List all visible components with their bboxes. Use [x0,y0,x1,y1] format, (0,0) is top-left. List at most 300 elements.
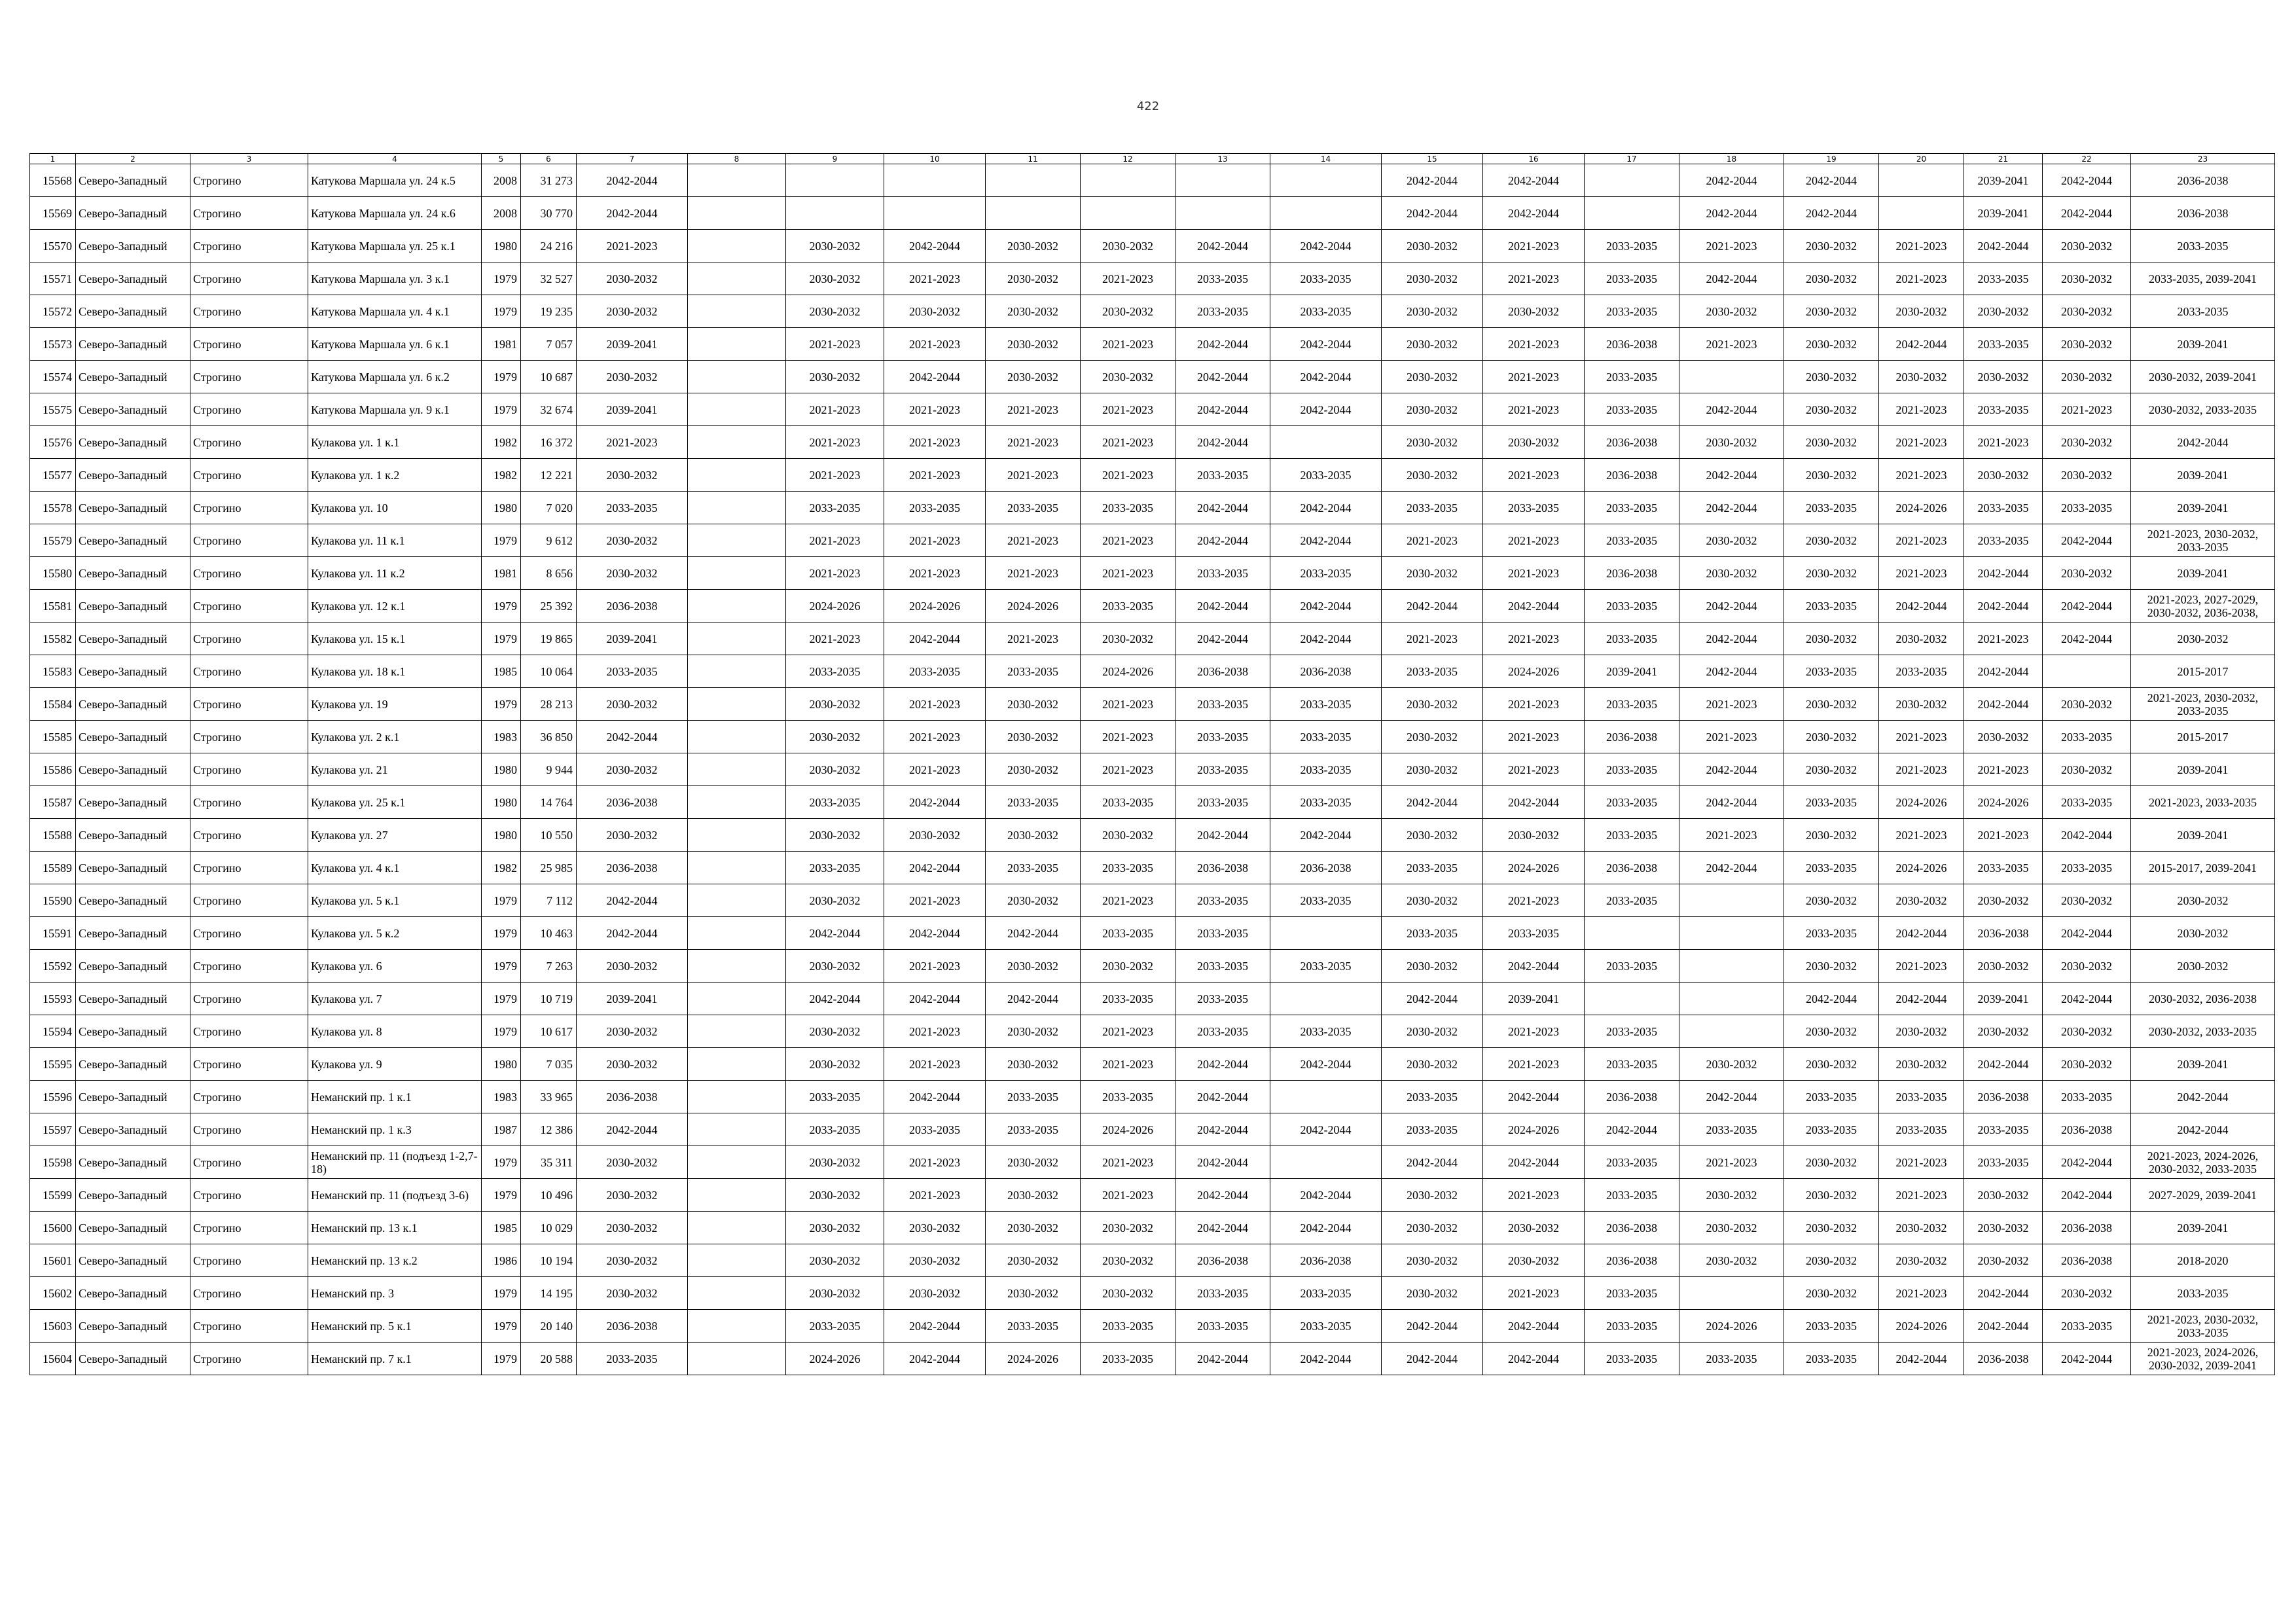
table-cell-col-9: 2030-2032 [786,295,884,328]
table-cell-col-6: 7 020 [521,492,577,524]
table-cell-col-19: 2030-2032 [1784,262,1879,295]
table-cell-col-10: 2042-2044 [884,1343,986,1375]
table-cell-col-23: 2036-2038 [2131,197,2275,230]
table-cell-col-10: 2021-2023 [884,524,986,557]
table-cell-col-17: 2033-2035 [1585,295,1679,328]
table-cell-col-14: 2033-2035 [1270,753,1382,786]
table-cell-col-3: Строгино [190,1310,308,1343]
table-cell-col-11: 2033-2035 [986,1081,1081,1113]
table-cell-col-20: 2024-2026 [1879,852,1964,884]
table-cell-col-21: 2042-2044 [1964,1310,2043,1343]
table-cell-col-4: Катукова Маршала ул. 9 к.1 [308,393,482,426]
table-cell-col-4: Кулакова ул. 12 к.1 [308,590,482,623]
table-cell-col-16: 2042-2044 [1483,1310,1585,1343]
table-cell-col-20: 2021-2023 [1879,1277,1964,1310]
table-cell-col-3: Строгино [190,623,308,655]
table-cell-col-22: 2042-2044 [2043,164,2131,197]
table-cell-col-2: Северо-Западный [76,1048,190,1081]
table-row [30,262,2275,295]
table-cell-col-11: 2021-2023 [986,426,1081,459]
table-cell-col-1: 15602 [30,1277,76,1310]
table-cell-col-9: 2042-2044 [786,983,884,1015]
table-cell-col-10: 2042-2044 [884,786,986,819]
table-cell-col-1: 15584 [30,688,76,721]
table-cell-col-13: 2033-2035 [1175,1277,1270,1310]
table-cell-col-22: 2042-2044 [2043,524,2131,557]
table-cell-col-23: 2021-2023, 2027-2029, 2030-2032, 2036-2038, [2131,590,2275,623]
table-row [30,1015,2275,1048]
table-cell-col-21: 2033-2035 [1964,1113,2043,1146]
table-cell-col-17: 2033-2035 [1585,262,1679,295]
table-cell-col-22: 2030-2032 [2043,361,2131,393]
table-cell-col-12: 2021-2023 [1081,753,1175,786]
table-cell-col-15: 2030-2032 [1382,819,1483,852]
table-cell-col-13: 2042-2044 [1175,1113,1270,1146]
table-cell-col-3: Строгино [190,1277,308,1310]
table-cell-col-22: 2042-2044 [2043,917,2131,950]
table-cell-col-10: 2033-2035 [884,655,986,688]
table-cell-col-5: 1979 [482,524,521,557]
table-cell-col-23: 2033-2035 [2131,295,2275,328]
table-cell-col-9: 2030-2032 [786,721,884,753]
table-cell-col-9: 2030-2032 [786,1244,884,1277]
table-cell-col-16: 2024-2026 [1483,1113,1585,1146]
table-cell-col-14: 2042-2044 [1270,1212,1382,1244]
table-cell-col-5: 1987 [482,1113,521,1146]
table-cell-col-6: 8 656 [521,557,577,590]
table-cell-col-15: 2030-2032 [1382,262,1483,295]
table-cell-col-3: Строгино [190,1244,308,1277]
table-cell-col-5: 1983 [482,721,521,753]
table-cell-col-18: 2042-2044 [1679,197,1784,230]
table-cell-col-23: 2021-2023, 2030-2032, 2033-2035 [2131,1310,2275,1343]
table-cell-col-14: 2033-2035 [1270,459,1382,492]
table-cell-col-5: 1979 [482,688,521,721]
table-cell-col-1: 15593 [30,983,76,1015]
table-cell-col-7: 2030-2032 [577,1015,688,1048]
table-cell-col-12: 2030-2032 [1081,623,1175,655]
table-cell-col-23: 2039-2041 [2131,1212,2275,1244]
table-cell-col-11: 2021-2023 [986,459,1081,492]
table-cell-col-20: 2030-2032 [1879,884,1964,917]
table-cell-col-6: 10 617 [521,1015,577,1048]
table-cell-col-17 [1585,164,1679,197]
table-cell-col-19: 2030-2032 [1784,230,1879,262]
table-cell-col-2: Северо-Западный [76,1212,190,1244]
table-cell-col-9: 2021-2023 [786,426,884,459]
table-cell-col-21: 2030-2032 [1964,1179,2043,1212]
table-cell-col-11: 2021-2023 [986,557,1081,590]
table-cell-col-6: 10 496 [521,1179,577,1212]
table-cell-col-1: 15595 [30,1048,76,1081]
table-cell-col-14: 2033-2035 [1270,1310,1382,1343]
table-cell-col-16: 2042-2044 [1483,164,1585,197]
table-cell-col-16: 2021-2023 [1483,262,1585,295]
table-cell-col-17: 2039-2041 [1585,655,1679,688]
table-cell-col-21: 2021-2023 [1964,426,2043,459]
table-cell-col-8 [688,1113,786,1146]
table-cell-col-10: 2021-2023 [884,426,986,459]
table-cell-col-11: 2021-2023 [986,623,1081,655]
table-cell-col-8 [688,230,786,262]
table-cell-col-4: Кулакова ул. 25 к.1 [308,786,482,819]
table-cell-col-15: 2033-2035 [1382,917,1483,950]
table-cell-col-15: 2030-2032 [1382,884,1483,917]
table-cell-col-22: 2036-2038 [2043,1113,2131,1146]
table-cell-col-2: Северо-Западный [76,884,190,917]
table-cell-col-10: 2021-2023 [884,1146,986,1179]
table-cell-col-11: 2030-2032 [986,361,1081,393]
table-cell-col-8 [688,884,786,917]
table-cell-col-22: 2030-2032 [2043,950,2131,983]
table-cell-col-3: Строгино [190,950,308,983]
table-cell-col-20: 2030-2032 [1879,1212,1964,1244]
table-cell-col-2: Северо-Западный [76,262,190,295]
table-cell-col-2: Северо-Западный [76,1310,190,1343]
table-cell-col-10: 2042-2044 [884,917,986,950]
table-row [30,492,2275,524]
table-cell-col-6: 10 719 [521,983,577,1015]
table-cell-col-10: 2021-2023 [884,393,986,426]
table-cell-col-14: 2036-2038 [1270,1244,1382,1277]
table-cell-col-21: 2033-2035 [1964,393,2043,426]
table-row [30,688,2275,721]
table-cell-col-23: 2039-2041 [2131,819,2275,852]
table-cell-col-12: 2021-2023 [1081,884,1175,917]
table-cell-col-6: 19 235 [521,295,577,328]
table-cell-col-20: 2021-2023 [1879,557,1964,590]
table-cell-col-1: 15585 [30,721,76,753]
column-header-20: 20 [1879,154,1964,164]
table-cell-col-6: 10 550 [521,819,577,852]
table-cell-col-9: 2033-2035 [786,1081,884,1113]
table-cell-col-16: 2042-2044 [1483,590,1585,623]
table-cell-col-13 [1175,197,1270,230]
table-cell-col-10: 2042-2044 [884,852,986,884]
table-cell-col-20: 2024-2026 [1879,1310,1964,1343]
table-cell-col-22: 2036-2038 [2043,1212,2131,1244]
table-cell-col-5: 1979 [482,361,521,393]
table-cell-col-2: Северо-Западный [76,524,190,557]
column-header-7: 7 [577,154,688,164]
table-cell-col-13: 2042-2044 [1175,1048,1270,1081]
table-cell-col-15: 2030-2032 [1382,721,1483,753]
table-cell-col-1: 15586 [30,753,76,786]
table-cell-col-4: Кулакова ул. 19 [308,688,482,721]
table-cell-col-22 [2043,655,2131,688]
table-cell-col-20: 2042-2044 [1879,1343,1964,1375]
table-cell-col-22: 2021-2023 [2043,393,2131,426]
table-cell-col-7: 2036-2038 [577,1310,688,1343]
column-header-3: 3 [190,154,308,164]
table-cell-col-21: 2033-2035 [1964,328,2043,361]
table-cell-col-23: 2036-2038 [2131,164,2275,197]
table-cell-col-6: 32 674 [521,393,577,426]
table-row [30,819,2275,852]
table-cell-col-3: Строгино [190,295,308,328]
table-cell-col-10: 2042-2044 [884,983,986,1015]
table-cell-col-5: 1979 [482,1310,521,1343]
table-cell-col-16: 2021-2023 [1483,459,1585,492]
table-cell-col-21: 2039-2041 [1964,983,2043,1015]
table-cell-col-12: 2033-2035 [1081,1081,1175,1113]
table-cell-col-6: 25 985 [521,852,577,884]
table-cell-col-23: 2021-2023, 2024-2026, 2030-2032, 2039-2041 [2131,1343,2275,1375]
table-cell-col-7: 2039-2041 [577,393,688,426]
table-cell-col-9: 2042-2044 [786,917,884,950]
table-cell-col-20 [1879,164,1964,197]
table-cell-col-16: 2021-2023 [1483,753,1585,786]
table-cell-col-2: Северо-Западный [76,623,190,655]
table-cell-col-3: Строгино [190,917,308,950]
table-cell-col-8 [688,1277,786,1310]
table-cell-col-21: 2042-2044 [1964,590,2043,623]
table-cell-col-20: 2030-2032 [1879,623,1964,655]
table-cell-col-15: 2042-2044 [1382,164,1483,197]
table-cell-col-12: 2021-2023 [1081,1146,1175,1179]
table-cell-col-8 [688,328,786,361]
table-cell-col-17: 2036-2038 [1585,328,1679,361]
table-cell-col-17 [1585,197,1679,230]
table-cell-col-19: 2033-2035 [1784,917,1879,950]
table-cell-col-5: 1982 [482,852,521,884]
table-cell-col-21: 2033-2035 [1964,852,2043,884]
table-row [30,426,2275,459]
table-cell-col-1: 15590 [30,884,76,917]
table-cell-col-16: 2021-2023 [1483,1179,1585,1212]
table-cell-col-11: 2030-2032 [986,1277,1081,1310]
table-cell-col-1: 15599 [30,1179,76,1212]
table-cell-col-7: 2036-2038 [577,852,688,884]
table-cell-col-10: 2030-2032 [884,819,986,852]
table-cell-col-6: 7 057 [521,328,577,361]
table-cell-col-8 [688,1048,786,1081]
table-cell-col-23: 2015-2017 [2131,655,2275,688]
table-cell-col-8 [688,688,786,721]
table-cell-col-10: 2021-2023 [884,688,986,721]
table-cell-col-18: 2042-2044 [1679,393,1784,426]
table-cell-col-1: 15601 [30,1244,76,1277]
table-cell-col-5: 1979 [482,295,521,328]
column-header-11: 11 [986,154,1081,164]
table-cell-col-12: 2033-2035 [1081,590,1175,623]
table-cell-col-8 [688,655,786,688]
table-cell-col-9: 2033-2035 [786,492,884,524]
table-cell-col-6: 10 064 [521,655,577,688]
table-cell-col-14: 2042-2044 [1270,230,1382,262]
table-cell-col-9: 2021-2023 [786,623,884,655]
table-cell-col-15: 2030-2032 [1382,393,1483,426]
table-cell-col-6: 31 273 [521,164,577,197]
table-cell-col-2: Северо-Западный [76,655,190,688]
table-cell-col-10: 2021-2023 [884,884,986,917]
table-cell-col-14: 2042-2044 [1270,328,1382,361]
table-cell-col-11 [986,164,1081,197]
table-cell-col-21: 2042-2044 [1964,557,2043,590]
table-cell-col-4: Кулакова ул. 18 к.1 [308,655,482,688]
table-cell-col-1: 15587 [30,786,76,819]
table-cell-col-4: Катукова Маршала ул. 6 к.2 [308,361,482,393]
table-cell-col-23: 2030-2032, 2033-2035 [2131,1015,2275,1048]
table-row [30,655,2275,688]
table-cell-col-1: 15581 [30,590,76,623]
table-cell-col-5: 1979 [482,393,521,426]
table-cell-col-22: 2042-2044 [2043,1179,2131,1212]
table-cell-col-13: 2036-2038 [1175,655,1270,688]
table-cell-col-8 [688,524,786,557]
table-cell-col-3: Строгино [190,1081,308,1113]
table-cell-col-2: Северо-Западный [76,786,190,819]
table-cell-col-8 [688,1244,786,1277]
table-row [30,295,2275,328]
table-row [30,1310,2275,1343]
table-cell-col-22: 2042-2044 [2043,197,2131,230]
table-cell-col-3: Строгино [190,1113,308,1146]
table-cell-col-9: 2024-2026 [786,1343,884,1375]
table-cell-col-13: 2033-2035 [1175,950,1270,983]
table-cell-col-21: 2033-2035 [1964,1146,2043,1179]
table-cell-col-13: 2036-2038 [1175,852,1270,884]
table-cell-col-10: 2042-2044 [884,623,986,655]
table-cell-col-11: 2030-2032 [986,721,1081,753]
table-cell-col-4: Кулакова ул. 5 к.2 [308,917,482,950]
table-cell-col-3: Строгино [190,1048,308,1081]
table-cell-col-3: Строгино [190,753,308,786]
table-row [30,1113,2275,1146]
table-cell-col-19: 2042-2044 [1784,983,1879,1015]
table-cell-col-9: 2030-2032 [786,688,884,721]
table-cell-col-8 [688,1179,786,1212]
table-cell-col-6: 14 764 [521,786,577,819]
table-cell-col-2: Северо-Западный [76,1179,190,1212]
table-cell-col-8 [688,492,786,524]
table-cell-col-4: Кулакова ул. 10 [308,492,482,524]
table-cell-col-3: Строгино [190,1146,308,1179]
table-cell-col-21: 2042-2044 [1964,1277,2043,1310]
table-cell-col-1: 15573 [30,328,76,361]
table-cell-col-14: 2042-2044 [1270,361,1382,393]
table-cell-col-4: Катукова Маршала ул. 6 к.1 [308,328,482,361]
table-cell-col-16: 2042-2044 [1483,1343,1585,1375]
table-cell-col-2: Северо-Западный [76,1277,190,1310]
table-cell-col-6: 10 463 [521,917,577,950]
table-cell-col-22: 2042-2044 [2043,983,2131,1015]
table-cell-col-16: 2042-2044 [1483,1081,1585,1113]
table-cell-col-5: 2008 [482,197,521,230]
column-header-16: 16 [1483,154,1585,164]
table-cell-col-21: 2030-2032 [1964,950,2043,983]
table-row [30,393,2275,426]
table-cell-col-11: 2021-2023 [986,393,1081,426]
table-cell-col-11: 2030-2032 [986,1048,1081,1081]
table-cell-col-4: Неманский пр. 13 к.1 [308,1212,482,1244]
table-cell-col-10: 2042-2044 [884,230,986,262]
table-cell-col-20: 2021-2023 [1879,753,1964,786]
table-cell-col-15: 2030-2032 [1382,688,1483,721]
table-cell-col-21: 2030-2032 [1964,884,2043,917]
table-cell-col-10: 2042-2044 [884,361,986,393]
table-cell-col-7: 2030-2032 [577,1244,688,1277]
table-cell-col-18 [1679,983,1784,1015]
table-cell-col-1: 15603 [30,1310,76,1343]
table-cell-col-20: 2021-2023 [1879,1146,1964,1179]
table-cell-col-13: 2042-2044 [1175,393,1270,426]
table-cell-col-17: 2036-2038 [1585,721,1679,753]
table-cell-col-14: 2042-2044 [1270,1048,1382,1081]
table-cell-col-14: 2042-2044 [1270,1343,1382,1375]
table-cell-col-15: 2042-2044 [1382,590,1483,623]
table-cell-col-8 [688,1146,786,1179]
table-cell-col-17: 2033-2035 [1585,884,1679,917]
table-cell-col-13: 2042-2044 [1175,1081,1270,1113]
table-cell-col-21: 2030-2032 [1964,1212,2043,1244]
table-cell-col-7: 2021-2023 [577,426,688,459]
table-cell-col-6: 19 865 [521,623,577,655]
table-cell-col-8 [688,917,786,950]
table-cell-col-10: 2021-2023 [884,1048,986,1081]
table-cell-col-18: 2030-2032 [1679,1179,1784,1212]
table-cell-col-7: 2030-2032 [577,688,688,721]
table-cell-col-5: 1981 [482,557,521,590]
table-row [30,524,2275,557]
table-cell-col-5: 2008 [482,164,521,197]
table-cell-col-9: 2021-2023 [786,524,884,557]
table-cell-col-14: 2042-2044 [1270,492,1382,524]
table-cell-col-19: 2030-2032 [1784,1212,1879,1244]
table-cell-col-21: 2021-2023 [1964,819,2043,852]
table-row [30,459,2275,492]
table-cell-col-16: 2024-2026 [1483,852,1585,884]
table-cell-col-13: 2033-2035 [1175,721,1270,753]
table-cell-col-11: 2033-2035 [986,492,1081,524]
table-cell-col-9: 2030-2032 [786,1277,884,1310]
table-cell-col-1: 15582 [30,623,76,655]
table-cell-col-18: 2021-2023 [1679,1146,1784,1179]
table-cell-col-5: 1979 [482,623,521,655]
table-cell-col-14 [1270,197,1382,230]
column-header-10: 10 [884,154,986,164]
table-cell-col-1: 15570 [30,230,76,262]
table-cell-col-7: 2042-2044 [577,1113,688,1146]
table-cell-col-5: 1979 [482,950,521,983]
table-cell-col-22: 2042-2044 [2043,1343,2131,1375]
table-cell-col-20: 2021-2023 [1879,950,1964,983]
table-cell-col-17: 2033-2035 [1585,1146,1679,1179]
table-cell-col-8 [688,983,786,1015]
table-cell-col-15: 2030-2032 [1382,230,1483,262]
table-cell-col-11: 2033-2035 [986,786,1081,819]
table-cell-col-20: 2033-2035 [1879,1081,1964,1113]
table-cell-col-11: 2030-2032 [986,950,1081,983]
table-cell-col-22: 2033-2035 [2043,852,2131,884]
table-cell-col-19: 2042-2044 [1784,197,1879,230]
table-cell-col-17: 2036-2038 [1585,852,1679,884]
table-cell-col-7: 2036-2038 [577,590,688,623]
table-cell-col-23: 2039-2041 [2131,328,2275,361]
table-cell-col-1: 15578 [30,492,76,524]
table-cell-col-22: 2030-2032 [2043,1277,2131,1310]
table-cell-col-20: 2021-2023 [1879,426,1964,459]
table-cell-col-6: 36 850 [521,721,577,753]
table-cell-col-8 [688,1212,786,1244]
table-cell-col-2: Северо-Западный [76,983,190,1015]
table-cell-col-6: 20 588 [521,1343,577,1375]
table-cell-col-2: Северо-Западный [76,721,190,753]
table-cell-col-9 [786,164,884,197]
table-cell-col-5: 1986 [482,1244,521,1277]
column-header-17: 17 [1585,154,1679,164]
table-cell-col-2: Северо-Западный [76,557,190,590]
